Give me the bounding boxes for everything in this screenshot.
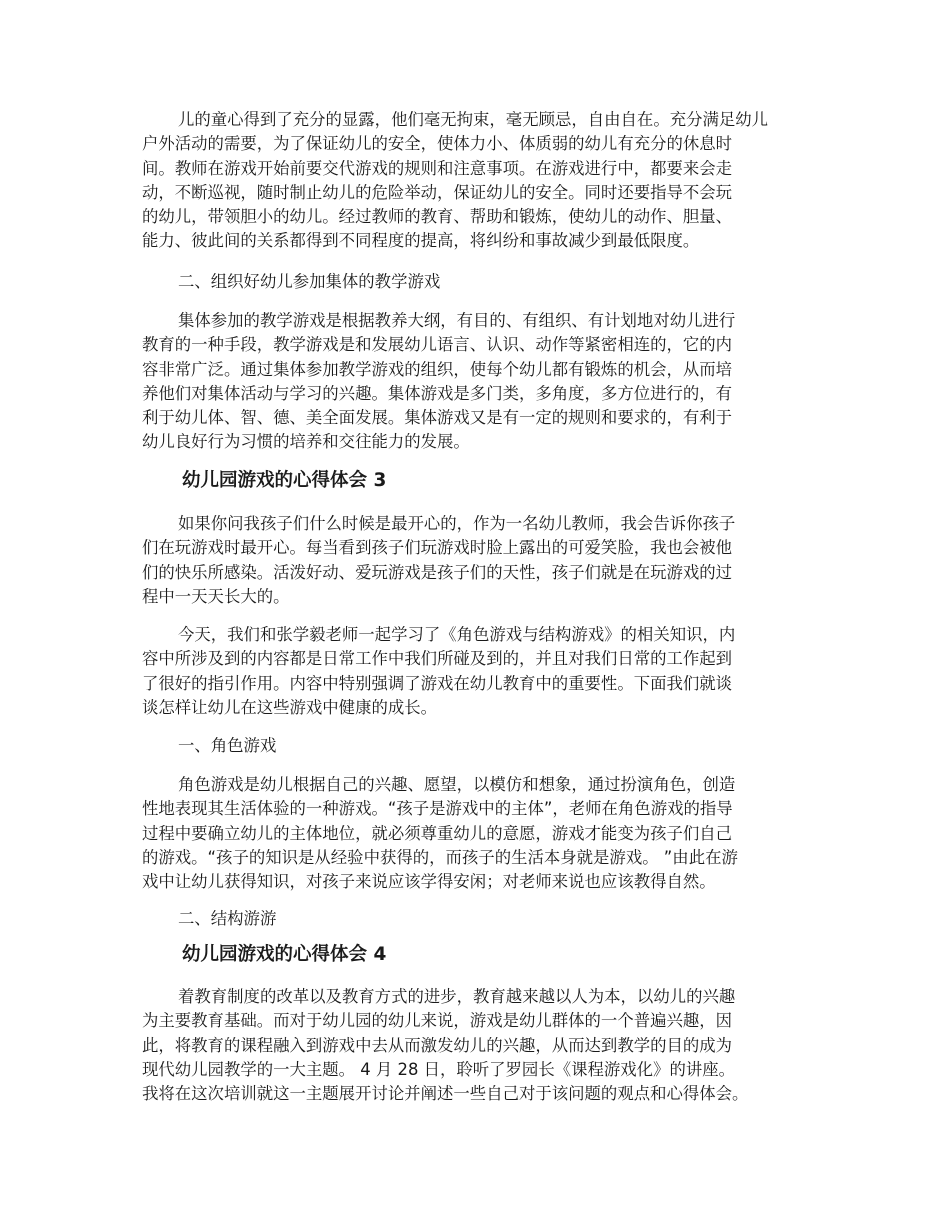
article-heading-4 [182, 942, 386, 968]
section-heading-collective-games: 二、组织好幼儿参加集体的教学游戏 [178, 272, 441, 291]
heading-4-number: 4 [373, 944, 387, 965]
heading-4-text: 幼儿园游戏的心得体会 [182, 944, 368, 965]
heading-3-text: 幼儿园游戏的心得体会 [182, 470, 368, 491]
paragraph-child-spirit: 儿的童心得到了充分的显露，他们毫无拘束，毫无顾忌，自由自在。充分满足幼儿 户外活动的需要，为了保证幼儿的安全，使体力小、体质弱的幼儿有充分的休息时 间。教师在游戏开始前要交代游戏的规则和注意事项。在游戏进行中，都要来会走 动，不断巡视，随时制止幼儿的危险举动，保证幼儿的安全。同时还要指导不会玩 的幼儿，带领胆小的幼儿。经过教师的教育、帮助和锻炼，使幼儿的动作、胆量、 能力、彼此间的关系都得到不同程度的提高，将纠纷和事故减少到最低限度。 [142, 110, 769, 251]
section-heading-role-play: 一、角色游戏 [178, 736, 277, 755]
heading-3-number: 3 [373, 470, 387, 491]
paragraph-children-happiest: 如果你问我孩子们什么时候是最开心的，作为一名幼儿教师，我会告诉你孩子 们在玩游戏时最开心。每当看到孩子们玩游戏时脸上露出的可爱笑脸，我也会被他 们的快乐所感染。活泼好动、爱玩游戏是孩子们的天性，孩子们就是在玩游戏的过 程中一天天长大的。 [142, 514, 736, 606]
paragraph-role-structure-study: 今天，我们和张学毅老师一起学习了《角色游戏与结构游戏》的相关知识，内 容中所涉及到的内容都是日常工作中我们所碰及到的，并且对我们日常的工作起到 了很好的指引作用。内容中特别强调了游戏在幼儿教育中的重要性。下面我们就谈 谈怎样让幼儿在这些游戏中健康的成长。 [142, 625, 736, 717]
section-heading-structure-play: 二、结构游游 [178, 909, 277, 928]
paragraph-curriculum-gamification: 着教育制度的改革以及教育方式的进步，教育越来越以人为本，以幼儿的兴趣 为主要教育基础。而对于幼儿园的幼儿来说，游戏是幼儿群体的一个普遍兴趣，因 此，将教育的课程融入到游戏中去从而激发幼儿的兴趣，从而达到教学的目的成为 现代幼儿园教学的一大主题。 4 月 28 日，聆听了罗园长《课程游戏化》的讲座。 我将在这次培训就这一主题展开讨论并阐述一些自己对于该问题的观点和心得体会。 [142, 987, 749, 1104]
article-heading-3 [182, 468, 386, 494]
paragraph-role-play: 角色游戏是幼儿根据自己的兴趣、愿望，以模仿和想象，通过扮演角色，创造 性地表现其生活体验的一种游戏。“孩子是游戏中的主体”，老师在角色游戏的指导 过程中要确立幼儿的主体地位，就必须尊重幼儿的意愿，游戏才能变为孩子们自己 的游戏。“孩子的知识是从经验中获得的，而孩子的生活本身就是游戏。 ”由此在游 戏中让幼儿获得知识，对孩子来说应该学得安闲；对老师来说也应该教得自然。 [142, 775, 738, 892]
paragraph-collective-teaching-games: 集体参加的教学游戏是根据教养大纲，有目的、有组织、有计划地对幼儿进行 教育的一种手段，教学游戏是和发展幼儿语言、认识、动作等紧密相连的，它的内 容非常广泛。通过集体参加教学游戏的组织，使每个幼儿都有锻炼的机会，从而培 养他们对集体活动与学习的兴趣。集体游戏是多门类，多角度，多方位进行的，有 利于幼儿体、智、德、美全面发展。集体游戏又是有一定的规则和要求的，有利于 幼儿良好行为习惯的培养和交往能力的发展。 [142, 311, 736, 452]
